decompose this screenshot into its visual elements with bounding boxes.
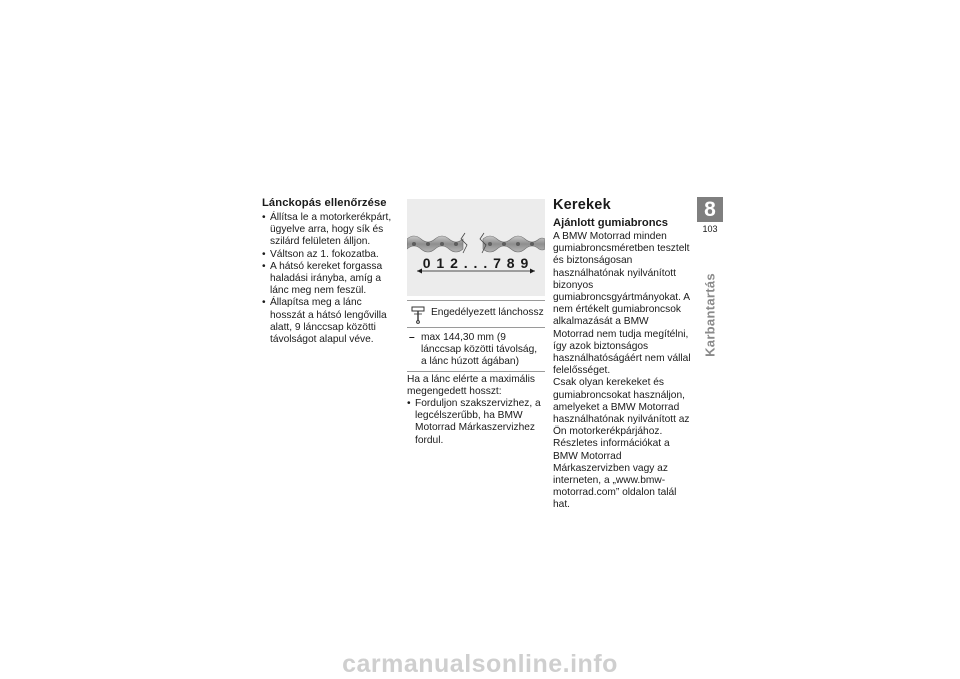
paragraph: A BMW Motorrad minden gumiabroncsméretben tesztelt és biztonságosan használhatónak nyilvánított bizonyos gumiabroncsgyártmányokat. A nem értékelt gumiabroncsok alkalmazását a BMW Motorrad nem tudja megítélni, így azok biztonságos használhatóságáért nem vállal felelősséget. — [553, 231, 691, 377]
section-heading-chain-wear: Lánckopás ellenőrzése — [262, 197, 387, 209]
spec-value: max 144,30 mm (9 lánccsap közötti távolság, a lánc húzott ágában) — [421, 332, 538, 368]
list-item: • Állapítsa meg a lánc hosszát a hátsó lengővilla alatt, 9 lánccsap közötti távolságot alapul véve. — [262, 297, 397, 346]
side-chapter-text: Karbantartás — [702, 273, 718, 357]
chain-figure — [407, 199, 545, 296]
spec-header — [407, 301, 545, 328]
chapter-tab — [697, 197, 723, 237]
pin-count-label: 0 1 2 . . . 7 8 9 — [422, 255, 530, 271]
paragraph: Részletes információkat a BMW Motorrad Márkaszervizben vagy az interneten, a „www.bmw-motorrad.com” oldalon talál hat. — [553, 438, 677, 511]
list-item: • Állítsa le a motorkerékpárt, ügyelve arra, hogy sík és szilárd felületen álljon. — [262, 212, 397, 249]
chapter-number: 8 — [704, 198, 716, 221]
spec-title: Engedélyezett lánchossz — [431, 307, 544, 318]
column-wheels — [553, 197, 691, 512]
side-chapter-label — [700, 275, 720, 355]
list-item: • Forduljon szakszervizhez, a legcélszerűbb, ha BMW Motorrad Márkaszervizhez fordul. — [407, 398, 545, 447]
spec-value-row — [407, 328, 545, 371]
chain-left-segment — [407, 236, 463, 252]
chain-check-steps — [262, 212, 397, 346]
chapter-heading: Kerekek — [553, 197, 611, 213]
column-chain-check — [262, 197, 397, 346]
chain-illustration — [407, 199, 545, 296]
arrow-right-icon — [530, 269, 535, 274]
footer-watermark: carmanualsonline.info — [342, 650, 618, 678]
max-length-steps — [407, 398, 545, 447]
page-number: 103 — [697, 222, 723, 237]
arrow-left-icon — [417, 269, 422, 274]
column-chain-figure — [407, 199, 545, 447]
dash-icon: – — [409, 332, 415, 343]
list-item: • A hátsó kereket forgassa haladási irányba, amíg a lánc meg nem feszül. — [262, 261, 397, 298]
max-length-text: Ha a lánc elérte a maximális megengedett hosszt: — [407, 373, 535, 397]
list-item: • Váltson az 1. fokozatba. — [262, 249, 397, 261]
subheading-recommended-tyres: Ajánlott gumiabroncs — [553, 217, 668, 229]
chain-break-marks — [461, 233, 486, 253]
spec-box — [407, 300, 545, 372]
paragraph: Csak olyan kerekeket és gumiabroncsokat használjon, amelyeket a BMW Motorrad használhatónak nyilvánított az Ön motorkerékpárjához. — [553, 377, 690, 438]
chain-right-segment — [483, 236, 545, 252]
wrench-icon — [410, 306, 426, 324]
